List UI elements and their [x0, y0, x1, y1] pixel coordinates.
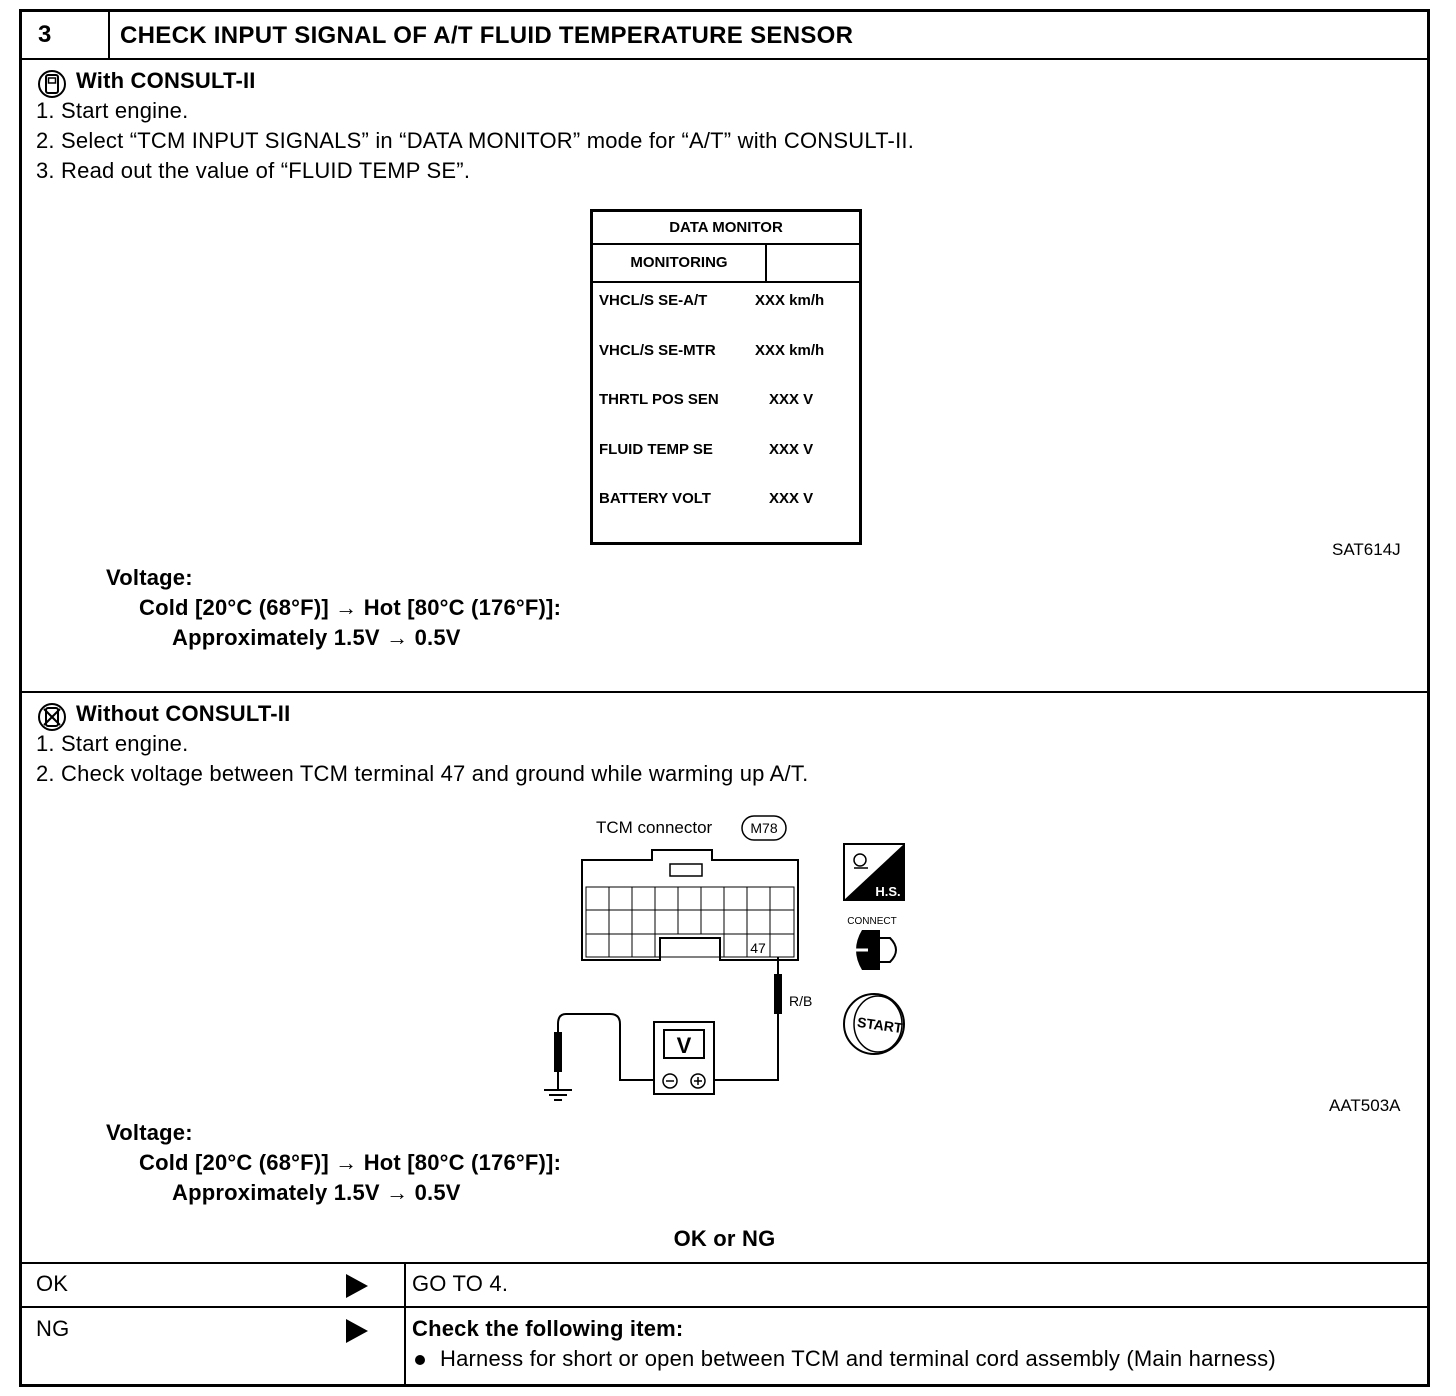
step-header — [22, 12, 1427, 60]
with-step-2: 2. Select “TCM INPUT SIGNALS” in “DATA MONITOR” mode for “A/T” with CONSULT-II. — [36, 128, 915, 153]
ng-heading: Check the following item: — [412, 1316, 684, 1341]
arrow-right-icon — [346, 1319, 368, 1343]
start-icon — [844, 994, 904, 1054]
icon-start-label: START — [856, 1013, 904, 1037]
voltage-label: Voltage: — [106, 565, 193, 590]
monitor-item: VHCL/S SE-A/T — [599, 292, 708, 309]
figure-code: AAT503A — [1329, 1096, 1401, 1115]
monitor-title: DATA MONITOR — [593, 212, 859, 245]
monitor-value: XXX V — [769, 441, 814, 458]
monitor-row — [593, 439, 859, 461]
step-number: 3 — [22, 12, 110, 58]
monitor-item: BATTERY VOLT — [599, 490, 711, 507]
section-divider — [22, 691, 1427, 693]
result-prompt: OK or NG — [673, 1226, 776, 1251]
harness-icon — [844, 844, 904, 900]
monitor-value: XXX km/h — [755, 292, 825, 309]
consult-tool-icon — [36, 68, 68, 100]
probe-positive — [774, 974, 782, 1014]
ok-label: OK — [36, 1271, 69, 1296]
figure-code: SAT614J — [1332, 540, 1401, 559]
connect-icon — [847, 916, 896, 970]
bullet-icon — [415, 1355, 425, 1365]
without-consult-heading: Without CONSULT-II — [76, 701, 291, 726]
voltmeter-symbol: V — [676, 1033, 692, 1058]
monitor-subheader — [593, 245, 859, 283]
monitor-item: VHCL/S SE-MTR — [599, 342, 716, 359]
icon-connect-label: CONNECT — [847, 916, 897, 927]
table-row-border — [22, 1306, 1427, 1308]
monitor-value: XXX V — [769, 391, 814, 408]
icon-hs-label: H.S. — [875, 884, 901, 899]
without-step-1: 1. Start engine. — [36, 731, 189, 756]
data-monitor-screen — [590, 209, 862, 545]
monitor-item: THRTL POS SEN — [599, 391, 719, 408]
without-step-2: 2. Check voltage between TCM terminal 47 and ground while warming up A/T. — [36, 761, 809, 786]
table-top-border — [22, 1262, 1427, 1264]
with-step-3: 3. Read out the value of “FLUID TEMP SE”. — [36, 158, 471, 183]
voltage-value: Approximately 1.5V → 0.5V — [172, 625, 461, 650]
wire-color: R/B — [789, 993, 813, 1009]
monitor-subtitle: MONITORING — [593, 245, 767, 281]
terminal-number: 47 — [750, 940, 766, 956]
arrow-right-icon — [346, 1274, 368, 1298]
monitor-row — [593, 340, 859, 362]
ng-label: NG — [36, 1316, 70, 1341]
tcm-connector-diagram — [502, 802, 922, 1102]
connector-latch — [670, 864, 702, 876]
voltage-label: Voltage: — [106, 1120, 193, 1145]
voltage-value: Approximately 1.5V → 0.5V — [172, 1180, 461, 1205]
voltage-condition: Cold [20°C (68°F)] → Hot [80°C (176°F)]: — [139, 1150, 562, 1175]
with-consult-heading: With CONSULT-II — [76, 68, 256, 93]
monitor-value: XXX km/h — [755, 342, 825, 359]
table-column-divider — [404, 1262, 406, 1384]
ng-item: Harness for short or open between TCM and terminal cord assembly (Main harness) — [440, 1346, 1276, 1371]
connector-id: M78 — [750, 820, 778, 836]
voltage-condition: Cold [20°C (68°F)] → Hot [80°C (176°F)]: — [139, 595, 562, 620]
monitor-value: XXX V — [769, 490, 814, 507]
procedure-frame — [19, 9, 1430, 1387]
probe-ground — [554, 1032, 562, 1072]
monitor-row — [593, 290, 859, 312]
connector-label: TCM connector — [596, 818, 713, 837]
with-step-1: 1. Start engine. — [36, 98, 189, 123]
monitor-row — [593, 389, 859, 411]
ok-action: GO TO 4. — [412, 1271, 509, 1296]
no-consult-tool-icon — [36, 701, 68, 733]
monitor-item: FLUID TEMP SE — [599, 441, 713, 458]
monitor-row — [593, 488, 859, 510]
step-title: CHECK INPUT SIGNAL OF A/T FLUID TEMPERATURE SENSOR — [120, 22, 854, 49]
